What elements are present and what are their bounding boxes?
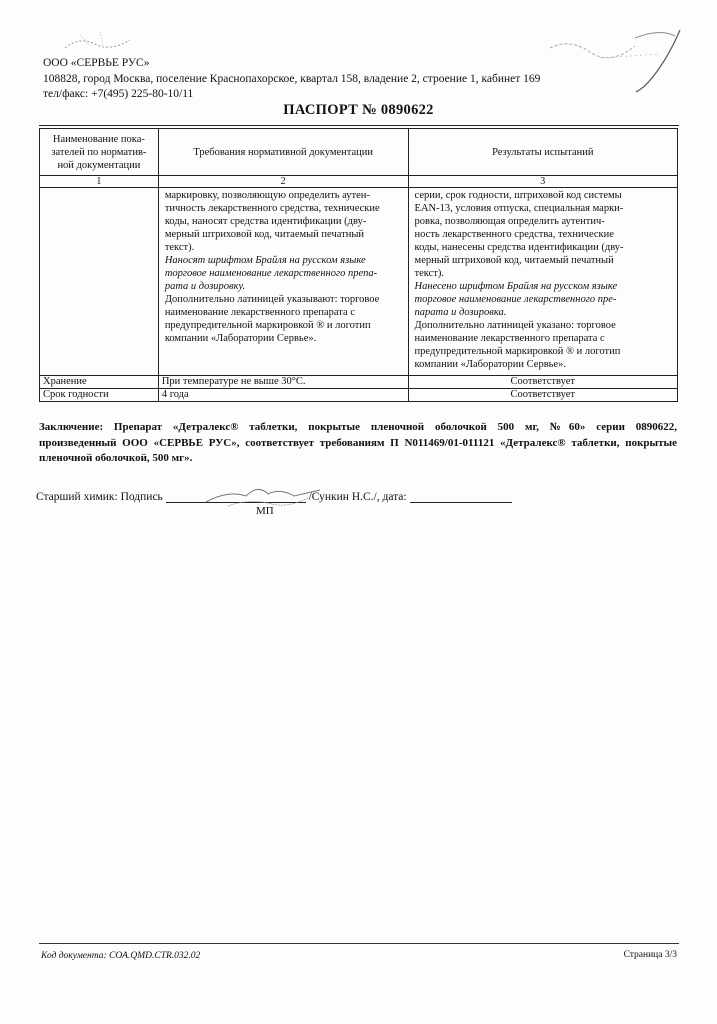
cell-text-line: парата и дозировка.	[414, 307, 507, 318]
document-code: Код документа: COA.QMD.CTR.032.02	[41, 951, 201, 961]
row-requirement: 4 года	[158, 389, 408, 402]
marking-requirement-cell	[158, 188, 408, 376]
cell-text-line: мерный штриховой код, читаемый печатный	[164, 229, 364, 240]
passport-table	[39, 128, 678, 402]
cell-text-line: EAN-13, условия отпуска, специальная марки-	[414, 203, 624, 214]
cell-text-line: наименование лекарственного препарата с	[164, 307, 355, 318]
table-row-marking	[40, 188, 678, 376]
row-name: Хранение	[40, 376, 159, 389]
column-number: 2	[158, 176, 408, 188]
cell-text-line: ровка, позволяющая определить аутентич-	[414, 216, 605, 227]
header-results: Результаты испытаний	[408, 129, 677, 176]
signature-name: /Сункин Н.С./, дата:	[308, 491, 407, 503]
table-row	[40, 376, 678, 389]
table-number-row	[40, 176, 678, 188]
header-indicator-name: Наименование пока- зателей по норматив- ной документации	[40, 129, 159, 176]
cell-text-line: Нанесено шрифтом Брайля на русском языке	[414, 281, 618, 292]
cell-text-line: рата и дозировку.	[164, 281, 246, 292]
conclusion-line-1: Препарат «Детралекс® таблетки, покрытые пленочной оболочкой 500 мг, №60» серии 0890622,	[103, 421, 677, 433]
faint-stamp-mark	[60, 26, 150, 56]
row-result: Соответствует	[408, 389, 677, 402]
cell-text-line: предупредительной маркировкой ® и логотип	[414, 346, 621, 357]
conclusion-paragraph	[39, 420, 677, 467]
cell-text-line: коды, наносят средства идентификации (дву-	[164, 216, 367, 227]
conclusion-line-3: пленочной оболочкой, 500 мг».	[39, 452, 193, 464]
column-number: 1	[40, 176, 159, 188]
stamp-place-label: МП	[256, 505, 274, 517]
cell-text-line: маркировку, позволяющую определить аутен-	[164, 190, 370, 201]
cell-text-line: Наносят шрифтом Брайля на русском языке	[164, 255, 366, 266]
cell-text-line: коды, нанесены средства идентификации (дву-	[414, 242, 624, 253]
cell-text-line: мерный штриховой код, читаемый печатный	[414, 255, 614, 266]
cell-text-line: Дополнительно латиницей указывают: торговое	[164, 294, 380, 305]
table-header-row	[40, 129, 678, 176]
cell-text-line: торговое наименование лекарственного препа-	[164, 268, 378, 279]
marking-result-cell	[408, 188, 677, 376]
company-phone: тел/факс: +7(495) 225-80-10/11	[43, 88, 194, 100]
column-number: 3	[408, 176, 677, 188]
header-requirements: Требования нормативной документации	[158, 129, 408, 176]
cell-text-line: наименование лекарственного препарата с	[414, 333, 605, 344]
signature-label: Старший химик: Подпись	[36, 491, 163, 503]
footer-divider	[39, 943, 679, 944]
company-name: ООО «СЕРВЬЕ РУС»	[43, 57, 150, 69]
title-divider	[39, 125, 679, 126]
date-line	[410, 490, 512, 503]
row-requirement: При температуре не выше 30°С.	[158, 376, 408, 389]
cell-text-line: компании «Лаборатории Сервье».	[164, 333, 317, 344]
page-number: Страница 3/3	[623, 950, 677, 960]
cell-text-line: компании «Лаборатории Сервье».	[414, 359, 566, 370]
company-block	[43, 56, 540, 103]
cell-text-line: текст).	[414, 268, 445, 279]
cell-text-line: предупредительной маркировкой ® и логотип	[164, 320, 371, 331]
signature-scribble-top	[540, 18, 690, 98]
cell-text-line: текст).	[164, 242, 195, 253]
table-row	[40, 389, 678, 402]
conclusion-line-2: произведенный ООО «СЕРВЬЕ РУС», соответствует требованиям П N011469/01-011121 «Детралекс® таблетки, покрытые	[39, 436, 677, 449]
company-address: 108828, город Москва, поселение Краснопахорское, квартал 158, владение 2, строение 1, кабинет 169	[43, 72, 541, 85]
cell-text-line: серии, срок годности, штриховой код системы	[414, 190, 622, 201]
row-name: Срок годности	[40, 389, 159, 402]
document-title: ПАСПОРТ № 0890622	[283, 102, 434, 118]
conclusion-label: Заключение:	[39, 421, 104, 433]
marking-name-cell	[40, 188, 159, 376]
cell-text-line: ность лекарственного средства, технические	[414, 229, 614, 240]
row-result: Соответствует	[408, 376, 677, 389]
cell-text-line: тичность лекарственного средства, технические	[164, 203, 380, 214]
cell-text-line: торговое наименование лекарственного пре-	[414, 294, 617, 305]
cell-text-line: Дополнительно латиницей указано: торговое	[414, 320, 616, 331]
